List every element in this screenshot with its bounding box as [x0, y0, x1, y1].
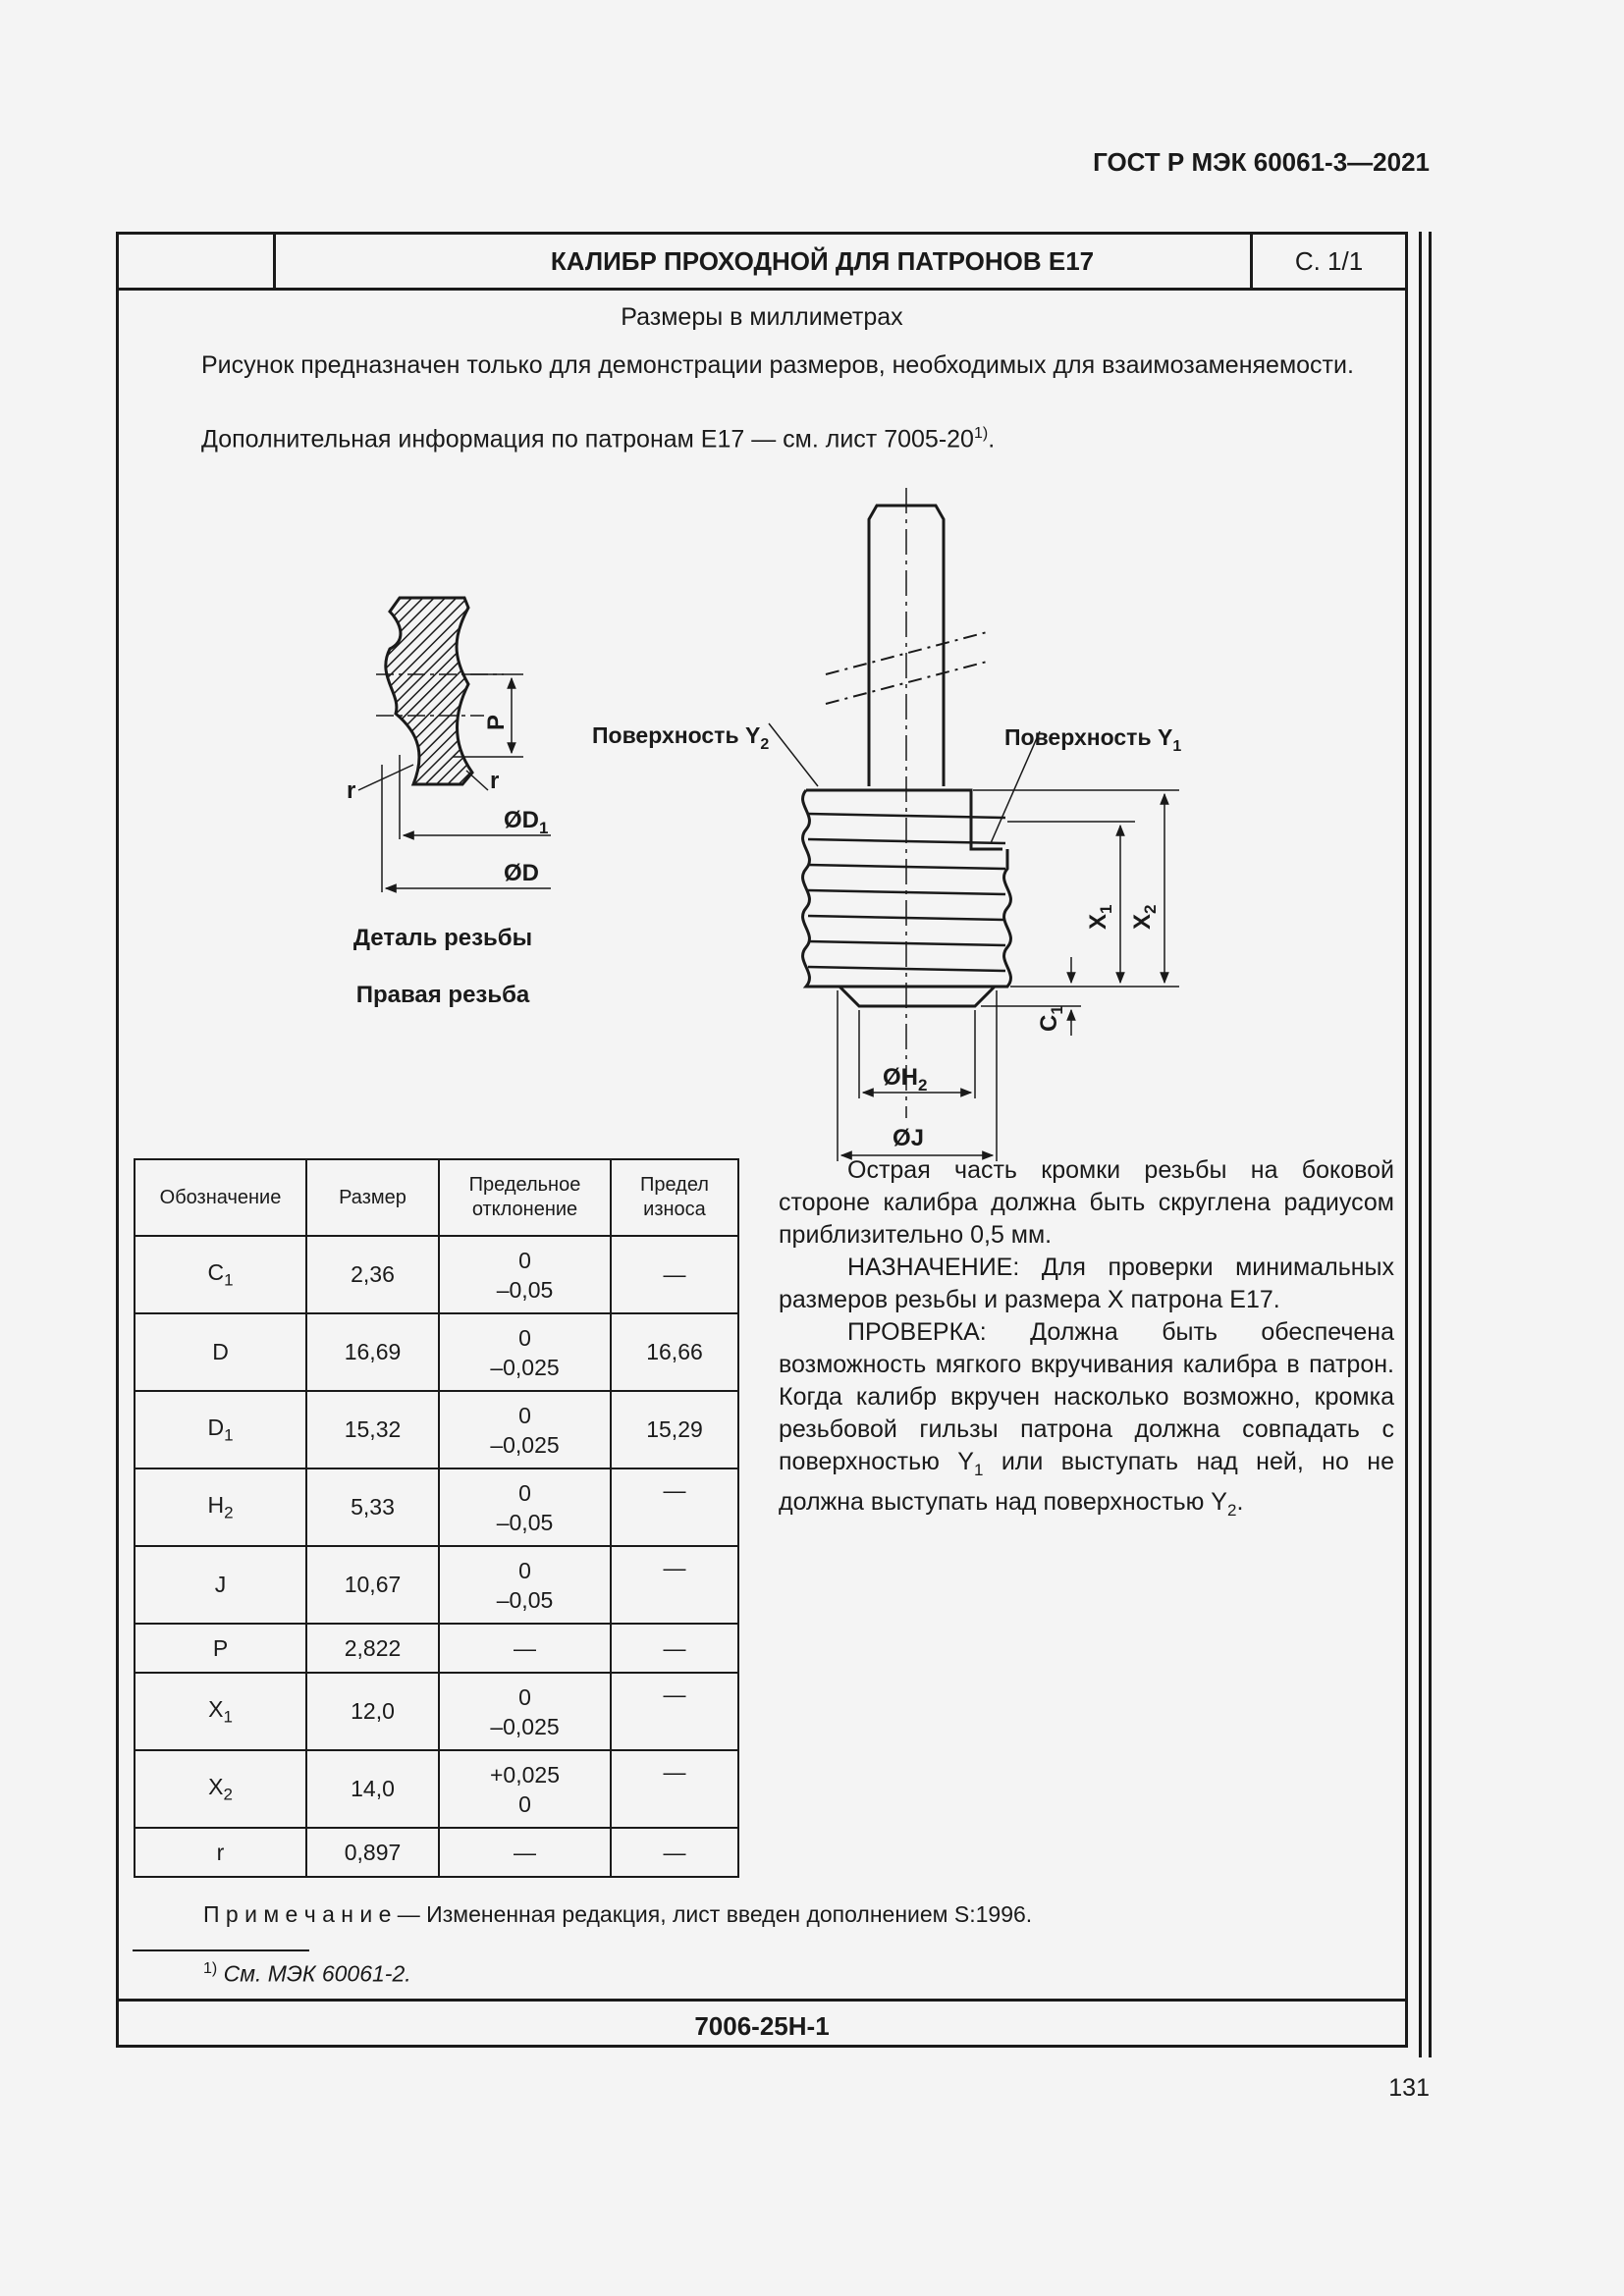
wear-value: — [663, 1759, 686, 1785]
deviation-upper: — [514, 1635, 536, 1661]
deviation-upper: 0 [518, 1402, 531, 1428]
intro-paragraph-1: Рисунок предназначен только для демонстрации размеров, необходимых для взаимозаменяемости. [201, 351, 1354, 379]
sheet-code: 7006-25H-1 [119, 1999, 1405, 2051]
label-d1-sub: 1 [539, 819, 549, 837]
designation-symbol: C [207, 1258, 225, 1285]
note-lead: П р и м е ч а н и е [203, 1901, 392, 1927]
cell-deviation [439, 1546, 611, 1624]
designation-symbol: H [207, 1491, 225, 1518]
dimensions-table [134, 1158, 739, 1878]
frame-line-outer-2 [1429, 232, 1432, 2057]
footnote-text: См. МЭК 60061-2. [217, 1960, 411, 1987]
table-row [135, 1750, 738, 1828]
col-designation: Обозначение [135, 1159, 306, 1236]
label-h2 [883, 1064, 927, 1095]
table-row [135, 1468, 738, 1546]
label-surface-y1-text: Поверхность Y [1004, 724, 1173, 750]
wear-value: — [663, 1682, 686, 1707]
cell-size [306, 1828, 439, 1877]
note [203, 1901, 1032, 1928]
label-d1-main: ØD [504, 807, 539, 833]
deviation-upper: +0,025 [490, 1761, 560, 1788]
designation-symbol: P [212, 1634, 229, 1661]
deviation-upper: 0 [518, 1324, 531, 1351]
label-x2 [1129, 905, 1160, 930]
cell-deviation [439, 1391, 611, 1468]
cell-wear [611, 1391, 738, 1468]
col-wear: Предел износа [611, 1159, 738, 1236]
cell-designation [135, 1313, 306, 1391]
cell-size [306, 1673, 439, 1750]
sheet-frame [116, 232, 1408, 2048]
designation-symbol: J [214, 1572, 227, 1597]
right-text-p3-a: ПРОВЕРКА: Должна быть обеспечена возможность мягкого вкручивания калибра в патрон. Когда калибр вкручен насколько возможно, кромка резьбовой гильзы патрона должна совпадать с поверхностью Y [779, 1318, 1394, 1475]
label-x1 [1085, 905, 1115, 930]
designation-symbol: D [212, 1339, 229, 1364]
table-row [135, 1236, 738, 1313]
designation-symbol: X [208, 1773, 224, 1799]
size-value: 2,36 [351, 1261, 395, 1287]
thread-caption: Правая резьба [355, 982, 530, 1008]
cell-size [306, 1468, 439, 1546]
label-surface-y2-text: Поверхность Y [592, 722, 761, 748]
right-text-p3-sub1: 1 [973, 1461, 984, 1479]
cell-designation [135, 1673, 306, 1750]
size-value: 2,822 [344, 1634, 402, 1661]
cell-wear [611, 1750, 738, 1828]
size-value: 15,32 [344, 1416, 402, 1442]
cell-designation [135, 1468, 306, 1546]
label-h2-main: ØH [883, 1064, 918, 1091]
cell-deviation [439, 1828, 611, 1877]
label-r-left: r [347, 777, 356, 804]
table-row [135, 1546, 738, 1624]
cell-deviation [439, 1313, 611, 1391]
table-header-row [135, 1159, 738, 1236]
wear-value: — [663, 1555, 686, 1580]
wear-value: 16,66 [646, 1339, 703, 1364]
label-c1-main: C [1036, 1014, 1062, 1032]
cell-deviation [439, 1624, 611, 1673]
cell-deviation [439, 1750, 611, 1828]
footnote-mark: 1) [203, 1960, 218, 1977]
deviation-lower: –0,025 [490, 1431, 560, 1458]
deviation-lower: –0,05 [496, 1276, 554, 1303]
designation-subscript: 1 [224, 1425, 234, 1445]
cell-wear [611, 1828, 738, 1877]
cell-wear [611, 1673, 738, 1750]
cell-wear [611, 1546, 738, 1624]
cell-designation [135, 1391, 306, 1468]
label-d1 [504, 807, 548, 837]
label-x2-sub: 2 [1141, 904, 1160, 914]
cell-size [306, 1391, 439, 1468]
deviation-lower: –0,025 [490, 1713, 560, 1739]
designation-subscript: 2 [223, 1785, 233, 1804]
wear-value: — [663, 1839, 686, 1865]
cell-designation [135, 1624, 306, 1673]
thread-detail-drawing [358, 598, 551, 892]
right-text [779, 1154, 1394, 1526]
label-c1-sub: 1 [1048, 1005, 1066, 1015]
label-x1-main: X [1085, 913, 1111, 930]
units-note: Размеры в миллиметрах [621, 303, 903, 331]
right-text-p3 [779, 1316, 1394, 1526]
size-value: 14,0 [351, 1776, 395, 1801]
right-text-p2: НАЗНАЧЕНИЕ: Для проверки минимальных размеров резьбы и размера X патрона E17. [779, 1254, 1394, 1313]
cell-size [306, 1624, 439, 1673]
size-value: 10,67 [344, 1572, 402, 1597]
cell-wear [611, 1624, 738, 1673]
cell-size [306, 1313, 439, 1391]
table-row [135, 1313, 738, 1391]
sheet-page: С. 1/1 [1250, 235, 1405, 288]
cell-deviation [439, 1468, 611, 1546]
wear-value: — [663, 1477, 686, 1503]
footnote-ref: 1) [973, 425, 989, 442]
gauge-figure [119, 235, 1405, 1151]
table-row [135, 1391, 738, 1468]
detail-caption: Деталь резьбы [352, 925, 533, 951]
label-x2-main: X [1129, 913, 1156, 930]
size-value: 0,897 [344, 1839, 402, 1865]
label-r-right: r [490, 768, 500, 794]
deviation-lower: –0,05 [496, 1509, 554, 1535]
gauge-drawing [769, 488, 1182, 1161]
deviation-upper: 0 [518, 1247, 531, 1273]
frame-line-outer-1 [1419, 232, 1422, 2057]
designation-symbol: D [207, 1414, 225, 1440]
deviation-upper: 0 [518, 1557, 531, 1583]
cell-wear [611, 1236, 738, 1313]
size-value: 16,69 [344, 1339, 402, 1364]
cell-size [306, 1546, 439, 1624]
label-d: ØD [504, 860, 539, 886]
col-size: Размер [306, 1159, 439, 1236]
intro-p2-end: . [988, 425, 996, 454]
cell-size [306, 1750, 439, 1828]
deviation-upper: 0 [518, 1479, 531, 1506]
cell-designation [135, 1750, 306, 1828]
deviation-lower: –0,025 [490, 1354, 560, 1380]
page-number: 131 [1388, 2074, 1430, 2102]
note-text: — Измененная редакция, лист введен дополнением S:1996. [391, 1901, 1033, 1927]
designation-subscript: 1 [224, 1270, 234, 1290]
cell-deviation [439, 1236, 611, 1313]
label-x1-sub: 1 [1097, 904, 1115, 914]
cell-size [306, 1236, 439, 1313]
intro-p2-text: Дополнительная информация по патронам E17 — см. лист 7005-20 [201, 425, 974, 454]
size-value: 5,33 [351, 1494, 395, 1520]
designation-symbol: X [208, 1695, 224, 1722]
label-p: P [483, 714, 510, 730]
designation-subscript: 2 [224, 1503, 234, 1522]
table-row [135, 1673, 738, 1750]
wear-value: — [663, 1634, 686, 1661]
right-text-p3-c: . [1236, 1488, 1244, 1516]
cell-wear [611, 1313, 738, 1391]
footnote-separator [133, 1949, 309, 1951]
right-text-p3-sub2: 2 [1226, 1501, 1237, 1520]
wear-value: — [663, 1261, 686, 1287]
table-row [135, 1828, 738, 1877]
footnote [203, 1960, 411, 1988]
label-h2-sub: 2 [918, 1076, 928, 1095]
wear-value: 15,29 [646, 1416, 703, 1442]
label-surface-y1-sub: 1 [1172, 738, 1182, 755]
designation-subscript: 1 [223, 1707, 233, 1727]
designation-symbol: r [216, 1839, 225, 1865]
table-row [135, 1624, 738, 1673]
label-surface-y2-sub: 2 [760, 736, 770, 753]
cell-designation [135, 1828, 306, 1877]
deviation-upper: 0 [518, 1683, 531, 1710]
col-deviation: Предельное отклонение [439, 1159, 611, 1236]
deviation-lower: 0 [518, 1790, 531, 1817]
label-c1 [1036, 1005, 1066, 1032]
label-j: ØJ [893, 1125, 925, 1151]
cell-designation [135, 1546, 306, 1624]
standard-designation: ГОСТ Р МЭК 60061-3—2021 [1093, 147, 1430, 177]
cell-designation [135, 1236, 306, 1313]
deviation-upper: — [514, 1840, 536, 1865]
label-surface-y2 [592, 722, 769, 753]
sheet-title: КАЛИБР ПРОХОДНОЙ ДЛЯ ПАТРОНОВ E17 [550, 246, 1095, 276]
cell-wear [611, 1468, 738, 1546]
deviation-lower: –0,05 [496, 1586, 554, 1613]
cell-deviation [439, 1673, 611, 1750]
right-text-p3-b: или выступать над ней, но не должна выступать над поверхностью Y [779, 1448, 1394, 1516]
size-value: 12,0 [351, 1698, 395, 1724]
right-text-p1: Острая часть кромки резьбы на боковой стороне калибра должна быть скруглена радиусом приблизительно 0,5 мм. [779, 1156, 1394, 1249]
